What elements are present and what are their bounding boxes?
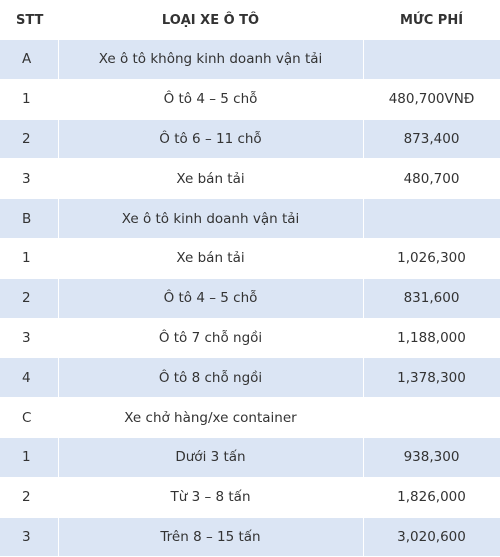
row-vehicle-type: Ô tô 6 – 11 chỗ [58, 119, 363, 159]
row-fee: 938,300 [363, 437, 500, 477]
table-row [0, 40, 500, 79]
row-stt: B [0, 199, 58, 239]
row-stt: A [0, 40, 58, 79]
table-row [0, 437, 500, 477]
row-vehicle-type: Xe bán tải [58, 238, 363, 278]
table-row [0, 238, 500, 278]
row-fee: 831,600 [363, 278, 500, 318]
row-vehicle-type: Xe chở hàng/xe container [58, 398, 363, 438]
header-fee: MỨC PHÍ [363, 0, 500, 40]
row-vehicle-type: Dưới 3 tấn [58, 437, 363, 477]
row-stt: 1 [0, 238, 58, 278]
table-row [0, 199, 500, 239]
row-fee [363, 398, 500, 438]
table-row [0, 79, 500, 119]
row-stt: 3 [0, 159, 58, 199]
row-vehicle-type: Ô tô 7 chỗ ngồi [58, 318, 363, 358]
table-row [0, 318, 500, 358]
row-vehicle-type: Xe bán tải [58, 159, 363, 199]
row-stt: 2 [0, 119, 58, 159]
row-stt: 3 [0, 318, 58, 358]
row-fee: 1,826,000 [363, 477, 500, 517]
row-stt: 1 [0, 79, 58, 119]
table-row [0, 398, 500, 438]
header-vehicle-type: LOẠI XE Ô TÔ [58, 0, 363, 40]
row-fee: 3,020,600 [363, 517, 500, 557]
table-row [0, 278, 500, 318]
row-fee: 1,378,300 [363, 358, 500, 398]
row-vehicle-type: Ô tô 8 chỗ ngồi [58, 358, 363, 398]
table-row [0, 358, 500, 398]
row-fee: 480,700VNĐ [363, 79, 500, 119]
row-vehicle-type: Xe ô tô kinh doanh vận tải [58, 199, 363, 239]
row-stt: C [0, 398, 58, 438]
row-vehicle-type: Ô tô 4 – 5 chỗ [58, 278, 363, 318]
row-fee: 1,026,300 [363, 238, 500, 278]
row-vehicle-type: Trên 8 – 15 tấn [58, 517, 363, 557]
row-stt: 2 [0, 477, 58, 517]
header-stt: STT [0, 0, 58, 40]
row-vehicle-type: Từ 3 – 8 tấn [58, 477, 363, 517]
table-row [0, 159, 500, 199]
table-row [0, 119, 500, 159]
table-row [0, 477, 500, 517]
row-vehicle-type: Xe ô tô không kinh doanh vận tải [58, 40, 363, 79]
table-header-row [0, 0, 500, 40]
row-fee: 480,700 [363, 159, 500, 199]
row-stt: 2 [0, 278, 58, 318]
row-fee: 1,188,000 [363, 318, 500, 358]
row-stt: 1 [0, 437, 58, 477]
row-fee [363, 199, 500, 239]
row-fee [363, 40, 500, 79]
row-stt: 3 [0, 517, 58, 557]
row-vehicle-type: Ô tô 4 – 5 chỗ [58, 79, 363, 119]
row-fee: 873,400 [363, 119, 500, 159]
row-stt: 4 [0, 358, 58, 398]
